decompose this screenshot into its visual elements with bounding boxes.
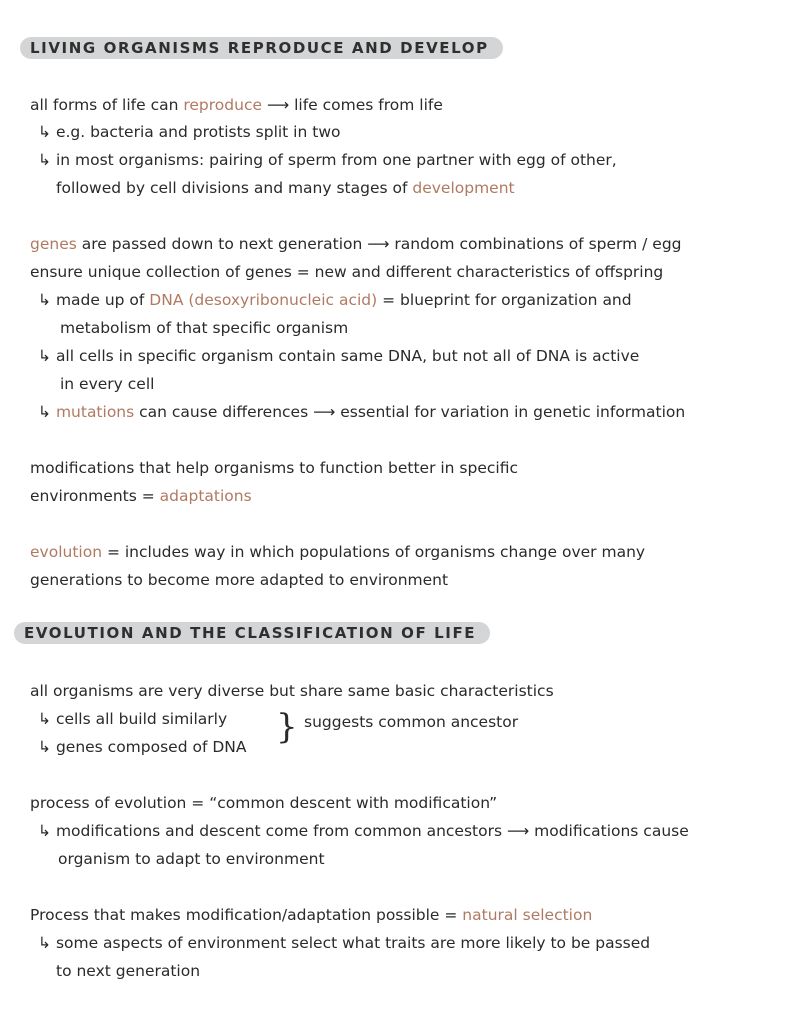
sub-arrow-icon: ↳ (38, 347, 51, 365)
text-line: ↳ some aspects of environment select what traits are more likely to be passed (38, 934, 651, 952)
text-line: organism to adapt to environment (58, 850, 325, 868)
text-line: ↳ genes composed of DNA (38, 738, 247, 756)
sub-arrow-icon: ↳ (38, 710, 51, 728)
text-line: ↳ made up of DNA (desoxyribonucleic acid) = blueprint for organization and (38, 291, 632, 309)
keyword-mutations: mutations (55, 403, 135, 421)
text-line: metabolism of that specific organism (60, 319, 349, 337)
section-heading-evolution-classification: EVOLUTION AND THE CLASSIFICATION OF LIFE (14, 622, 490, 644)
text-line: evolution = includes way in which populations of organisms change over many (30, 543, 646, 561)
text-line: ↳ e.g. bacteria and protists split in two (38, 123, 341, 141)
text-line: all forms of life can reproduce ⟶ life comes from life (30, 96, 443, 114)
text-line: to next generation (56, 962, 201, 980)
keyword-reproduce: reproduce (183, 96, 263, 114)
text-line: ↳ cells all build similarly (38, 710, 228, 728)
text-line: ↳ mutations can cause differences ⟶ essential for variation in genetic information (38, 403, 686, 421)
text-line: all organisms are very diverse but share same basic characteristics (30, 682, 554, 700)
text-line: ↳ modifications and descent come from common ancestors ⟶ modifications cause (38, 822, 689, 840)
text-line: environments = adaptations (30, 487, 252, 505)
keyword-dna: DNA (desoxyribonucleic acid) (149, 291, 378, 309)
keyword-development: development (412, 179, 515, 197)
keyword-natural-selection: natural selection (462, 906, 593, 924)
text-line: ensure unique collection of genes = new and different characteristics of offspring (30, 263, 664, 281)
text-line: genes are passed down to next generation ⟶ random combinations of sperm / egg (30, 235, 682, 253)
text-line: ↳ in most organisms: pairing of sperm from one partner with egg of other, (38, 151, 617, 169)
text-line: ↳ all cells in specific organism contain same DNA, but not all of DNA is active (38, 347, 640, 365)
keyword-evolution: evolution (30, 543, 103, 561)
sub-arrow-icon: ↳ (38, 822, 51, 840)
text-line: modifications that help organisms to function better in specific (30, 459, 518, 477)
sub-arrow-icon: ↳ (38, 738, 51, 756)
sub-arrow-icon: ↳ (38, 123, 51, 141)
sub-arrow-icon: ↳ (38, 403, 51, 421)
keyword-genes: genes (30, 235, 77, 253)
curly-brace-icon: } (276, 707, 298, 747)
text-line: process of evolution = “common descent with modification” (30, 794, 498, 812)
text-line: suggests common ancestor (304, 713, 519, 731)
sub-arrow-icon: ↳ (38, 934, 51, 952)
text-line: generations to become more adapted to environment (30, 571, 449, 589)
sub-arrow-icon: ↳ (38, 151, 51, 169)
text-line: Process that makes modification/adaptation possible = natural selection (30, 906, 593, 924)
section-heading-living-organisms: LIVING ORGANISMS REPRODUCE AND DEVELOP (20, 37, 503, 59)
keyword-adaptations: adaptations (159, 487, 252, 505)
text-line: in every cell (60, 375, 155, 393)
text-line: followed by cell divisions and many stages of development (56, 179, 515, 197)
sub-arrow-icon: ↳ (38, 291, 51, 309)
